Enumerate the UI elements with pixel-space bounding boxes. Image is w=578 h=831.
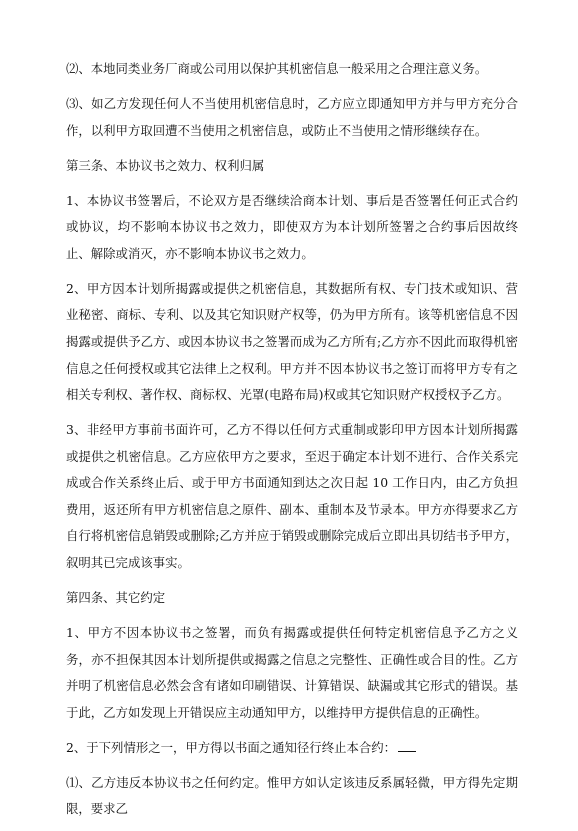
article-3-item-2: 2、甲方因本计划所揭露或提供之机密信息，其数据所有权、专门技术或知识、营业秘密、商标、专利、以及其它知识财产权等，仍为甲方所有。该等机密信息不因揭露或提供予乙方、或因本协议书之签署而成为乙方所有;乙方亦不因此而取得机密信息之任何授权或其它法律上之权利。甲方并不因本协议书之签订而将甲方专有之相关专利权、著作权、商标权、光罩(电路布局)权或其它知识财产权授权予乙方。 (66, 280, 518, 403)
article-3-item-3: 3、非经甲方事前书面许可，乙方不得以任何方式重制或影印甲方因本计划所揭露或提供之机密信息。乙方应依甲方之要求，至迟于确定本计划不进行、合作关系完成或合作关系终止后、或于甲方书面通知到达之次日起 10 工作日内，由乙方负担费用，返还所有甲方机密信息之原件、副本、重制本及节录本。甲方亦得要求乙方自行将机密信息销毁或删除;乙方并应于销毁或删除完成后立即出具切结书予甲方，叙明其已完成该事实。 (66, 422, 518, 571)
article-3-heading: 第三条、本协议书之效力、权利归属 (66, 157, 265, 173)
article-4-item-2 (66, 735, 518, 762)
clause-3-item-3: ⑶、如乙方发现任何人不当使用机密信息时，乙方应立即通知甲方并与甲方充分合作，以利甲方取回遭不当使用之机密信息，或防止不当使用之情形继续存在。 (66, 95, 518, 138)
document-page (66, 56, 518, 831)
clause-3-item-2: ⑵、本地同类业务厂商或公司用以保护其机密信息一般采用之合理注意义务。 (66, 61, 488, 76)
article-4-item-2-text: 2、于下列情形之一，甲方得以书面之通知径行终止本合约： (66, 739, 397, 755)
article-4-item-1: 1、甲方不因本协议书之签署，而负有揭露或提供任何特定机密信息予乙方之义务，亦不担保其因本计划所提供或揭露之信息之完整性、正确性或合目的性。乙方并明了机密信息必然会含有诸如印刷错误、计算错误、缺漏或其它形式的错误。基于此，乙方如发现上开错误应主动通知甲方，以维持甲方提供信息的正确性。 (66, 625, 518, 720)
article-3-item-1: 1、本协议书签署后，不论双方是否继续洽商本计划、事后是否签署任何正式合约或协议，均不影响本协议书之效力，即使双方为本计划所签署之合约事后因故终止、解除或消灭，亦不影响本协议书之效力。 (66, 192, 518, 261)
fill-in-blank (398, 739, 416, 752)
article-4-item-2-sub-1: ⑴、乙方违反本协议书之任何约定。惟甲方如认定该违反系属轻微，甲方得先定期限，要求乙 (66, 774, 518, 817)
article-4-heading: 第四条、其它约定 (66, 590, 166, 606)
